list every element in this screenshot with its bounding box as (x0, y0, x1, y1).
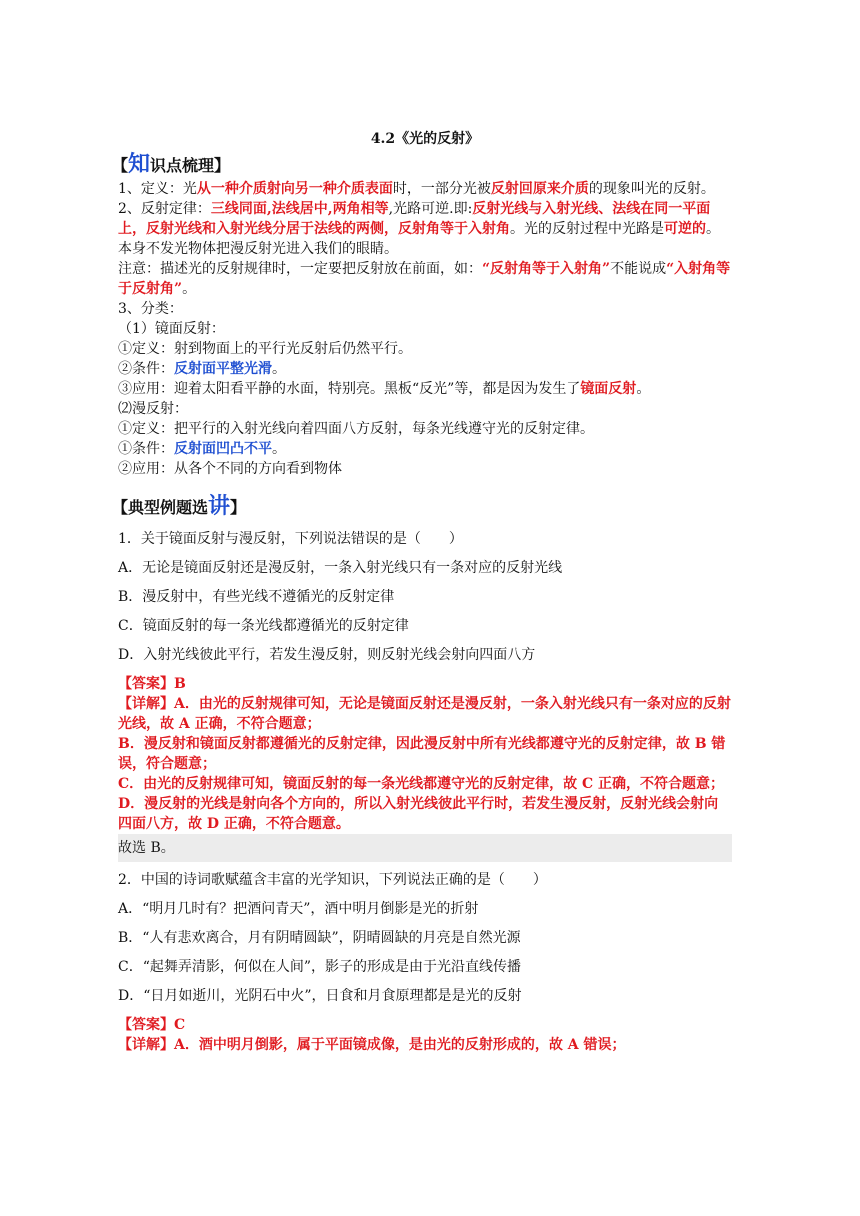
note-paragraph (118, 259, 732, 299)
option-c: C．“起舞弄清影，何似在人间”，影子的形成是由于光沿直线传播 (118, 959, 522, 975)
option-c: C．镜面反射的每一条光线都遵循光的反射定律 (118, 618, 409, 634)
final-choice: 故选 B。 (118, 834, 732, 862)
option-a: A．无论是镜面反射还是漫反射，一条入射光线只有一条对应的反射光线 (118, 560, 563, 576)
heading-text: 【典型例题选 (112, 498, 209, 517)
explanation-b: B．漫反射和镜面反射都遵循光的反射定律，因此漫反射中所有光线都遵守光的反射定律，故 B 错误，符合题意； (118, 736, 726, 772)
explanation-c: C．由光的反射规律可知，镜面反射的每一条光线都遵守光的反射定律，故 C 正确，不符合题意； (118, 776, 725, 792)
text-run: 1、定义：光 (118, 181, 197, 197)
highlight-blue: 反射面凹凸不平 (174, 441, 272, 457)
text-run: ③应用：迎着太阳看平静的水面，特别亮。黑板“反光”等，都是因为发生了 (118, 381, 581, 397)
explanation-a: 【详解】A．酒中明月倒影，属于平面镜成像，是由光的反射形成的，故 A 错误； (118, 1037, 626, 1053)
question-1 (118, 529, 732, 665)
highlight-red: “入射角等于反射角” (118, 261, 731, 297)
text-run: 。 (636, 381, 651, 397)
heading-big-char: 讲 (208, 493, 231, 519)
heading-bracket: 】 (230, 498, 247, 517)
option-b: B．“人有悲欢离合，月有阴晴圆缺”，阴晴圆缺的月亮是自然光源 (118, 930, 521, 946)
mirror-application (118, 379, 732, 399)
explanation-a: 【详解】A．由光的反射规律可知，无论是镜面反射还是漫反射，一条入射光线只有一条对应的反射光线，故 A 正确，不符合题意； (118, 696, 731, 732)
heading-big-char: 知 (128, 151, 151, 177)
mirror-reflection-heading: （1）镜面反射： (118, 321, 225, 337)
text-run: ①条件： (118, 441, 174, 457)
text-run: 。 (272, 441, 286, 457)
text-run: 不能说成 (610, 261, 667, 277)
option-a: A．“明月几时有？把酒问青天”，酒中明月倒影是光的折射 (118, 901, 479, 917)
highlight-red: 反射回原来介质 (490, 181, 589, 197)
text-run: 。 (272, 361, 286, 377)
text-run: 。本身不发光物体把漫反射光进入我们的眼睛。 (118, 221, 720, 257)
answer-label: 【答案】C (118, 1017, 186, 1033)
diffuse-application: ②应用：从各个不同的方向看到物体 (118, 461, 342, 477)
highlight-red: 可逆的 (664, 221, 706, 237)
highlight-red: 三线同面,法线居中,两角相等 (210, 201, 389, 217)
highlight-red: 从一种介质射向另一种介质表面 (196, 181, 393, 197)
option-d: D．入射光线彼此平行，若发生漫反射，则反射光线会射向四面八方 (118, 647, 536, 663)
text-run: ,光路可逆.即: (388, 201, 473, 217)
classification-line: 3、分类： (118, 301, 183, 317)
page-title: 4.2《光的反射》 (370, 131, 480, 147)
text-run: 的现象叫光的反射。 (588, 181, 715, 197)
text-run: 。 (182, 281, 197, 297)
text-run: ②条件： (118, 361, 174, 377)
text-run: 。光的反射过程中光路是 (510, 221, 664, 237)
diffuse-definition: ①定义：把平行的入射光线向着四面八方反射，每条光线遵守光的反射定律。 (118, 421, 594, 437)
document-content (112, 129, 732, 1055)
diffuse-reflection-heading: ⑵漫反射： (118, 401, 188, 417)
highlight-red: 镜面反射 (580, 381, 637, 397)
question-2 (118, 870, 732, 1006)
explanation-d: D．漫反射的光线是射向各个方向的，所以入射光线彼此平行时，若发生漫反射，反射光线会射向四面八方，故 D 正确，不符合题意。 (118, 796, 719, 832)
spacer (118, 479, 732, 493)
text-run: 注意：描述光的反射规律时，一定要把反射放在前面，如： (118, 261, 482, 277)
knowledge-section-heading (112, 151, 732, 179)
answer-label: 【答案】B (118, 676, 186, 692)
text-run: 2、反射定律： (118, 201, 211, 217)
option-b: B．漫反射中，有些光线不遵循光的反射定律 (118, 589, 395, 605)
heading-rest: 识点梳理】 (150, 156, 231, 175)
definition-paragraph (118, 179, 732, 199)
highlight-red: “反射角等于入射角” (482, 261, 611, 277)
spacer (118, 521, 732, 529)
examples-section-heading (112, 493, 732, 521)
law-paragraph (118, 199, 732, 259)
question-stem: 1．关于镜面反射与漫反射，下列说法错误的是（ ） (118, 531, 463, 547)
option-d: D．“日月如逝川，光阴石中火”，日食和月食原理都是是光的反射 (118, 988, 522, 1004)
highlight-blue: 反射面平整光滑 (174, 361, 272, 377)
text-run: 时，一部分光被 (392, 181, 491, 197)
spacer (118, 862, 732, 870)
mirror-condition (118, 359, 732, 379)
mirror-definition: ①定义：射到物面上的平行光反射后仍然平行。 (118, 341, 412, 357)
highlight-red: 反射光线与入射光线、法线在同一平面上，反射光线和入射光线分居于法线的两侧，反射角等于入射角 (118, 201, 711, 237)
question-stem: 2．中国的诗词歌赋蕴含丰富的光学知识，下列说法正确的是（ ） (118, 872, 547, 888)
diffuse-condition (118, 439, 732, 459)
heading-bracket: 【 (112, 156, 129, 175)
